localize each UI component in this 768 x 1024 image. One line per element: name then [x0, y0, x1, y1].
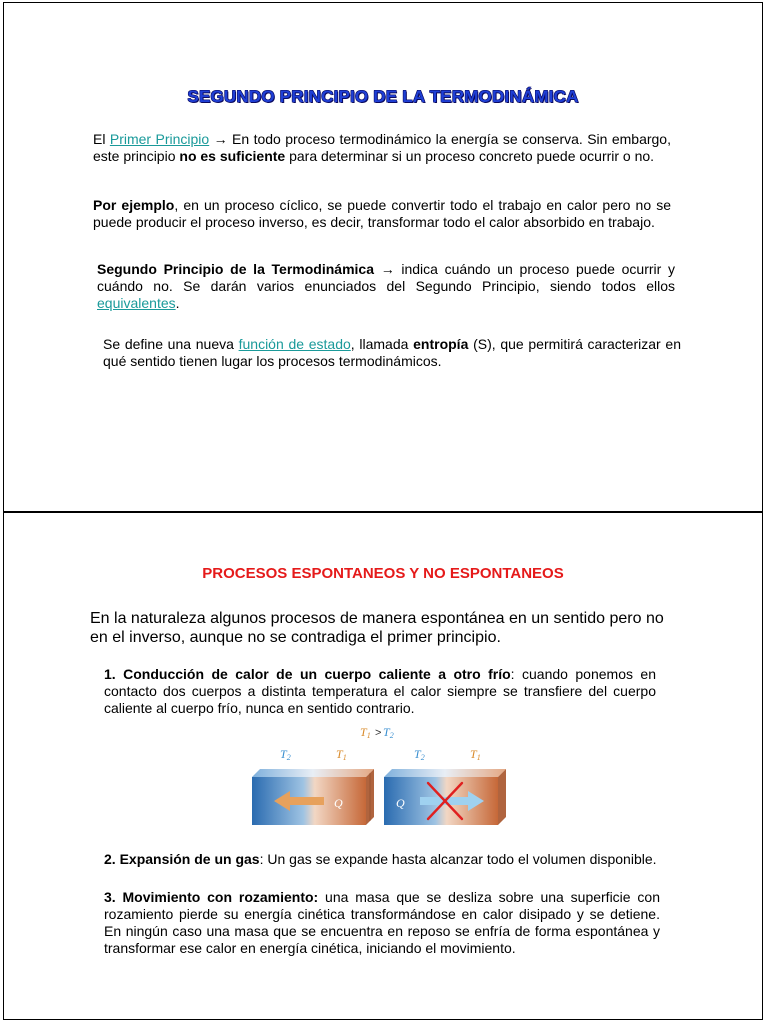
- text: El: [93, 131, 110, 147]
- svg-text:>: >: [375, 727, 382, 739]
- bold-text: 1. Conducción de calor de un cuerpo caliente a otro frío: [104, 666, 511, 682]
- hot-label: T1: [470, 747, 481, 762]
- arrow-glyph: →: [209, 131, 233, 147]
- item-rozamiento: [104, 889, 660, 957]
- cold-label: T2: [414, 747, 425, 762]
- bold-text: no es suficiente: [179, 148, 286, 164]
- text: → indica cuándo un proceso puede ocurrir y cuándo no. Se darán varios enunciados del Segundo Principio, siendo todos ellos: [97, 261, 676, 294]
- hot-label: T1: [336, 747, 347, 762]
- heat-q-label: Q: [334, 796, 343, 810]
- text: .: [175, 295, 180, 311]
- allowed-transfer-block: [252, 747, 374, 825]
- funcion-de-estado-link[interactable]: función de estado: [238, 336, 351, 352]
- slide-title: PROCESOS ESPONTANEOS Y NO ESPONTANEOS: [202, 565, 564, 582]
- slide-segundo-principio: [3, 2, 763, 512]
- item-expansion-gas: [104, 851, 674, 868]
- svg-text:T2: T2: [383, 725, 394, 740]
- text: , en un proceso cíclico, se puede convertir todo el trabajo en calor pero no se puede producir el proceso inverso, es decir, transformar todo el calor absorbido en trabajo.: [93, 197, 671, 230]
- equivalentes-link[interactable]: equivalentes: [97, 295, 176, 311]
- text: Se define una nueva: [103, 336, 239, 352]
- bold-text: Segundo Principio de la Termodinámica: [97, 261, 374, 277]
- slide-title: SEGUNDO PRINCIPIO DE LA TERMODINÁMICA: [187, 87, 579, 106]
- bold-text: 3. Movimiento con rozamiento:: [104, 889, 319, 905]
- slide-procesos-espontaneos: [3, 512, 763, 1020]
- bold-text: Por ejemplo: [93, 197, 175, 213]
- text: (S), que permitirá caracterizar en qué sentido tienen lugar los procesos termodinámicos.: [103, 336, 681, 369]
- bold-text: entropía: [413, 336, 469, 352]
- text: En todo proceso termodinámico la energía se conserva. Sin embargo, este principio: [93, 131, 671, 164]
- text: , llamada: [350, 336, 414, 352]
- text: : Un gas se expande hasta alcanzar todo el volumen disponible.: [259, 851, 657, 867]
- heat-q-label: Q: [396, 796, 405, 810]
- heat-conduction-figure: [244, 725, 514, 829]
- forbidden-transfer-block: [384, 747, 506, 825]
- cold-label: T2: [280, 747, 291, 762]
- svg-text:T1: T1: [360, 725, 371, 740]
- paragraph-entropia: [103, 336, 681, 370]
- temperature-condition: [360, 725, 394, 740]
- paragraph-primer-principio: [93, 131, 671, 165]
- paragraph-ejemplo: [93, 197, 671, 231]
- primer-principio-link[interactable]: Primer Principio: [109, 131, 210, 147]
- text: : cuando ponemos en contacto dos cuerpos a distinta temperatura el calor siempre se transfiere del cuerpo caliente al cuerpo frío, nunca en sentido contrario.: [104, 666, 657, 716]
- text: para determinar si un proceso concreto puede ocurrir o no.: [285, 148, 655, 164]
- bold-text: 2. Expansión de un gas: [104, 851, 260, 867]
- text: una masa que se desliza sobre una superficie con rozamiento pierde su energía cinética transformándose en calor disipado y se detiene. En ningún caso una masa que se encuentra en reposo se enfría de forma espontánea y transformar ese calor en energía cinética, iniciando el movimiento.: [104, 889, 660, 956]
- intro-paragraph: En la naturaleza algunos procesos de manera espontánea en un sentido pero no en el inverso, aunque no se contradiga el primer principio.: [90, 610, 664, 646]
- item-conduccion: [104, 666, 656, 717]
- paragraph-segundo-principio: [97, 261, 675, 312]
